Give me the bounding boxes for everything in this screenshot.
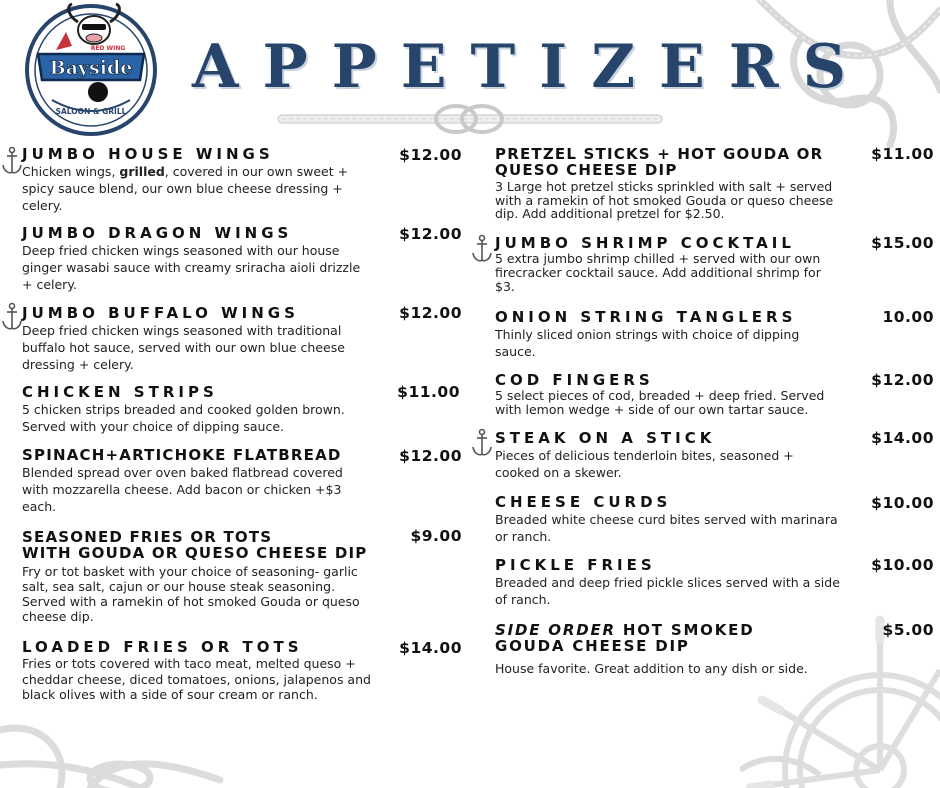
- menu-item-pickle-fries: [495, 557, 840, 608]
- item-price: $12.00: [399, 225, 462, 243]
- menu-item-side-order-gouda-dip: [495, 622, 840, 677]
- menu-item-loaded-fries-or-tots: [22, 639, 374, 703]
- item-description: Blended spread over oven baked flatbread covered with mozzarella cheese. Add bacon or chicken +$3 each.: [22, 465, 343, 514]
- item-name: JUMBO BUFFALO WINGS: [22, 304, 299, 322]
- logo-bottom-text: SALOON & GRILL: [55, 107, 127, 116]
- item-name: JUMBO HOUSE WINGS: [22, 145, 274, 163]
- menu-item-cheese-curds: [495, 494, 840, 545]
- menu-item-steak-on-a-stick: [495, 430, 840, 481]
- item-name: STEAK ON A STICK: [495, 429, 716, 447]
- item-price: $12.00: [871, 371, 934, 389]
- item-description: Thinly sliced onion strings with choice of dipping sauce.: [495, 327, 800, 359]
- item-description: 5 extra jumbo shrimp chilled + served with our own firecracker cocktail sauce. Add additional shrimp for $3.: [495, 251, 821, 294]
- item-description: House favorite. Great addition to any dish or side.: [495, 661, 808, 676]
- item-name: SPINACH+ARTICHOKE FLATBREAD: [22, 446, 342, 464]
- menu-item-pretzel-sticks: [495, 146, 847, 221]
- item-price: $14.00: [399, 639, 462, 657]
- item-description: Pieces of delicious tenderloin bites, seasoned + cooked on a skewer.: [495, 448, 794, 480]
- item-description: Chicken wings, grilled, covered in our own sweet + spicy sauce blend, our own blue cheese dressing + celery.: [22, 164, 349, 213]
- item-price: $14.00: [871, 429, 934, 447]
- menu-item-onion-string-tanglers: [495, 309, 840, 360]
- item-name: ONION STRING TANGLERS: [495, 308, 797, 326]
- item-name-line-1: PRETZEL STICKS + HOT GOUDA OR: [495, 145, 824, 163]
- item-name: JUMBO SHRIMP COCKTAIL: [495, 234, 795, 252]
- item-name: LOADED FRIES OR TOTS: [22, 638, 303, 656]
- item-name: PICKLE FRIES: [495, 556, 656, 574]
- item-price: $12.00: [399, 447, 462, 465]
- rope-decoration-bottom-left: [0, 690, 260, 788]
- item-description: Deep fried chicken wings seasoned with traditional buffalo hot sauce, served with our own blue cheese dressing + celery.: [22, 323, 345, 372]
- item-name-line-2: QUESO CHEESE DIP: [495, 161, 678, 179]
- item-price: $15.00: [871, 234, 934, 252]
- item-price: $10.00: [871, 494, 934, 512]
- logo-top-text: RED WING: [90, 45, 126, 52]
- item-description: 5 select pieces of cod, breaded + deep fried. Served with lemon wedge + side of our own tartar sauce.: [495, 388, 825, 417]
- item-price: $9.00: [410, 527, 462, 545]
- side-order-label: SIDE ORDER: [495, 621, 616, 639]
- menu-item-jumbo-shrimp-cocktail: [495, 235, 840, 294]
- item-price: $11.00: [871, 145, 934, 163]
- anchor-icon: [0, 302, 24, 332]
- item-price: $5.00: [882, 621, 934, 639]
- item-name: CHICKEN STRIPS: [22, 383, 218, 401]
- item-description: Breaded and deep fried pickle slices served with a side of ranch.: [495, 575, 840, 607]
- item-price: $10.00: [871, 556, 934, 574]
- menu-item-chicken-strips: [22, 384, 382, 435]
- item-name-line-1: SIDE ORDER HOT SMOKED: [495, 621, 755, 639]
- item-price: $11.00: [397, 383, 460, 401]
- item-price: 10.00: [882, 308, 934, 326]
- anchor-icon: [470, 234, 494, 264]
- bayside-logo: [16, 2, 166, 136]
- item-name: JUMBO DRAGON WINGS: [22, 224, 293, 242]
- menu-item-jumbo-house-wings: [22, 146, 372, 214]
- item-name: COD FINGERS: [495, 371, 654, 389]
- item-description: Breaded white cheese curd bites served with marinara or ranch.: [495, 512, 838, 544]
- item-price: $12.00: [399, 146, 462, 164]
- item-name-line-2: WITH GOUDA OR QUESO CHEESE DIP: [22, 544, 368, 562]
- page-title: APPETIZERS: [192, 32, 870, 102]
- item-name-line-1: SEASONED FRIES OR TOTS: [22, 528, 273, 546]
- item-name: CHEESE CURDS: [495, 493, 672, 511]
- item-description: Deep fried chicken wings seasoned with our house ginger wasabi sauce with creamy sriracha aioli drizzle + celery.: [22, 243, 361, 292]
- logo-brand: Bayside: [49, 57, 133, 79]
- rope-divider: [276, 104, 664, 134]
- menu-item-jumbo-buffalo-wings: [22, 305, 372, 373]
- menu-item-seasoned-fries-or-tots: [22, 529, 372, 624]
- item-description: Fry or tot basket with your choice of seasoning- garlic salt, sea salt, cajun or our house steak seasoning. Served with a ramekin of hot smoked Gouda or queso cheese dip.: [22, 564, 360, 624]
- menu-item-spinach-artichoke-flatbread: [22, 447, 372, 515]
- item-description: 5 chicken strips breaded and cooked golden brown. Served with your choice of dipping sauce.: [22, 402, 345, 434]
- menu-item-cod-fingers: [495, 372, 840, 416]
- anchor-icon: [0, 146, 24, 176]
- item-price: $12.00: [399, 304, 462, 322]
- menu-item-jumbo-dragon-wings: [22, 225, 372, 293]
- item-description: Fries or tots covered with taco meat, melted queso + cheddar cheese, diced tomatoes, onions, jalapenos and black olives with a side of sour cream or ranch.: [22, 656, 371, 702]
- item-name-line-2: GOUDA CHEESE DIP: [495, 637, 690, 655]
- item-description: 3 Large hot pretzel sticks sprinkled with salt + served with a ramekin of hot smoked Gouda or queso cheese dip. Add additional pretzel for $2.50.: [495, 179, 834, 221]
- anchor-icon: [470, 428, 494, 458]
